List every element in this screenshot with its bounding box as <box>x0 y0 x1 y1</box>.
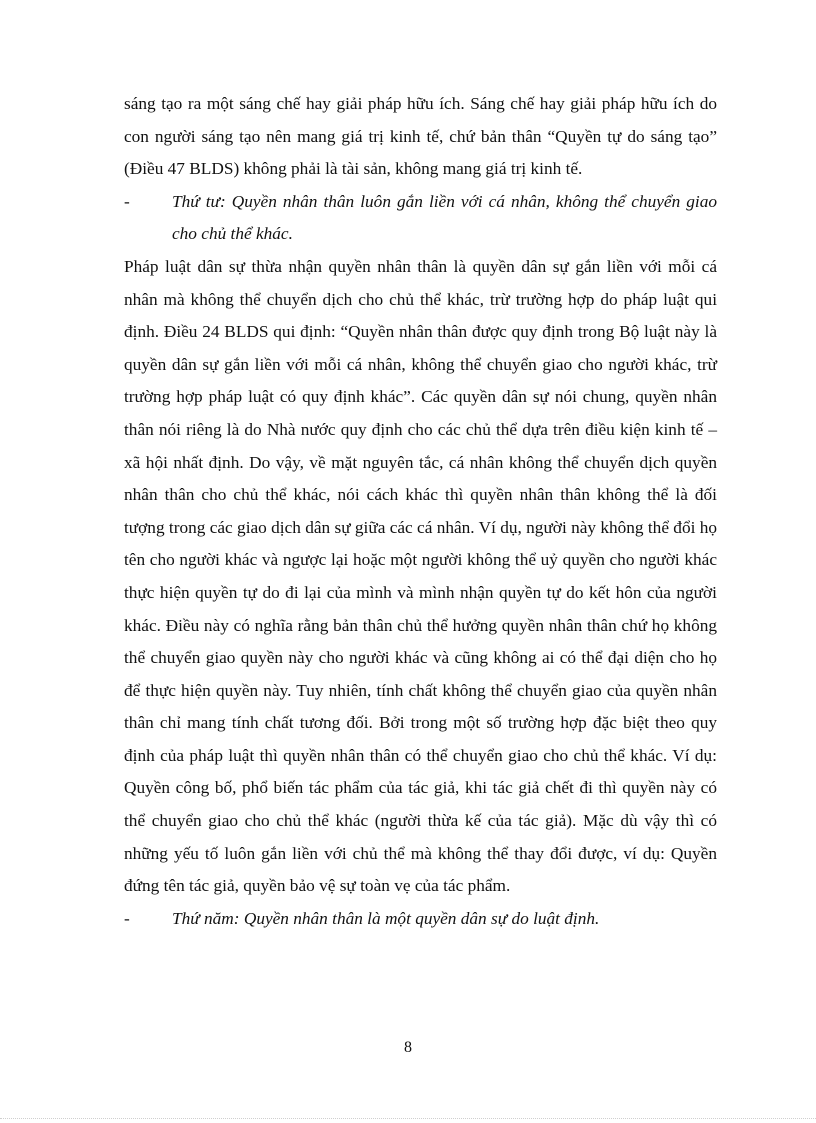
paragraph-continuation: sáng tạo ra một sáng chế hay giải pháp hữu ích. Sáng chế hay giải pháp hữu ích do con người sáng tạo nên mang giá trị kinh tế, chứ bản thân “Quyền tự do sáng tạo” (Điều 47 BLDS) không phải là tài sản, không mang giá trị kinh tế. <box>124 94 717 179</box>
bullet-label: Thứ tư: <box>172 191 226 211</box>
bullet-item-thu-tu <box>124 186 717 251</box>
page-number: 8 <box>404 1039 412 1056</box>
page-bottom-divider <box>0 1118 816 1119</box>
document-body <box>124 88 717 935</box>
bullet-dash: - <box>124 191 130 211</box>
bullet-text <box>172 186 717 251</box>
bullet-content: Quyền nhân thân là một quyền dân sự do luật định. <box>239 908 600 928</box>
bullet-label: Thứ năm: <box>172 908 240 928</box>
paragraph-main: Pháp luật dân sự thừa nhận quyền nhân thân là quyền dân sự gắn liền với mỗi cá nhân mà không thể chuyển dịch cho chủ thể khác, trừ trường hợp do pháp luật qui định. Điều 24 BLDS qui định: “Quyền nhân thân được quy định trong Bộ luật này là quyền dân sự gắn liền với mỗi cá nhân, không thể chuyển giao cho người khác, trừ trường hợp pháp luật có quy định khác”. Các quyền dân sự nói chung, quyền nhân thân nói riêng là do Nhà nước quy định cho các chủ thể dựa trên điều kiện kinh tế – xã hội nhất định. Do vậy, về mặt nguyên tắc, cá nhân không thể chuyển dịch quyền nhân thân cho chủ thể khác, nói cách khác thì quyền nhân thân không thể là đối tượng trong các giao dịch dân sự giữa các cá nhân. Ví dụ, người này không thể đổi họ tên cho người khác và ngược lại hoặc một người không thể uỷ quyền cho người khác thực hiện quyền tự do đi lại của mình và mình nhận quyền tự do kết hôn của người khác. Điều này có nghĩa rằng bản thân chủ thể hưởng quyền nhân thân chứ họ không thể chuyển giao quyền này cho người khác và cũng không ai có thể đại diện cho họ để thực hiện quyền này. Tuy nhiên, tính chất không thể chuyển giao của quyền nhân thân chỉ mang tính chất tương đối. Bởi trong một số trường hợp đặc biệt theo quy định của pháp luật thì quyền nhân thân có thể chuyển giao cho chủ thể khác. Ví dụ: Quyền công bố, phổ biến tác phẩm của tác giả, khi tác giả chết đi thì quyền này có thể chuyển giao cho chủ thể khác (người thừa kế của tác giả). Mặc dù vậy thì có những yếu tố luôn gắn liền với chủ thể mà không thể thay đổi được, ví dụ: Quyền đứng tên tác giả, quyền bảo vệ sự toàn vẹ của tác phẩm. <box>124 256 717 896</box>
bullet-item-thu-nam <box>124 903 717 936</box>
bullet-dash: - <box>124 908 130 928</box>
bullet-content: Quyền nhân thân luôn gắn liền với cá nhân, không thể chuyển giao cho chủ thể khác. <box>172 191 718 244</box>
bullet-text <box>172 903 717 936</box>
